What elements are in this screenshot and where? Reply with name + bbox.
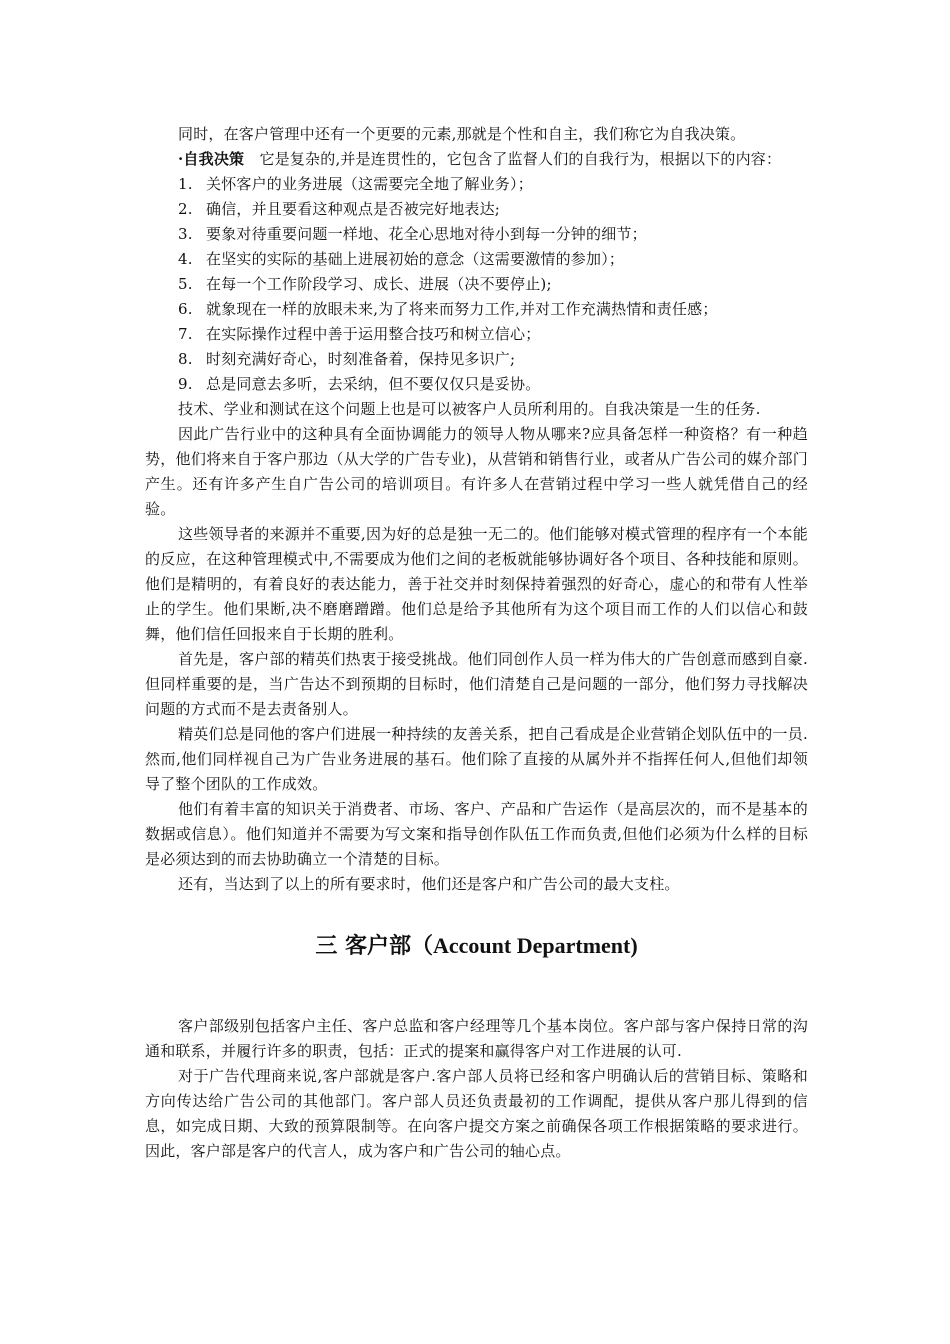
section-heading-latin: Account Department) xyxy=(433,933,638,958)
list-item xyxy=(145,272,808,297)
list-item-number: 8. xyxy=(178,350,193,368)
body-paragraph: 这些领导者的来源并不重要,因为好的总是独一无二的。他们能够对模式管理的程序有一个本能的反应，在这种管理模式中,不需要成为他们之间的老板就能够协调好各个项目、各种技能和原则。他们是精明的，有着良好的表达能力，善于社交并时刻保持着强烈的好奇心，虚心的和带有人性举止的学生。他们果断,决不磨磨蹭蹭。他们总是给予其他所有为这个项目而工作的人们以信心和鼓舞，他们信任回报来自于长期的胜利。 xyxy=(145,525,808,643)
document-page xyxy=(145,122,808,1164)
list-item-text: 在每一个工作阶段学习、成长、进展（决不要停止); xyxy=(206,275,552,293)
list-item xyxy=(145,322,808,347)
list-item-number: 2. xyxy=(178,200,193,218)
list-item xyxy=(145,197,808,222)
body-paragraph: 技术、学业和测试在这个问题上也是可以被客户人员所利用的。自我决策是一生的任务. xyxy=(178,400,761,418)
section-paragraph: 对于广告代理商来说,客户部就是客户.客户部人员将已经和客户明确认后的营销目标、策略和方向传达给广告公司的其他部门。客户部人员还负责最初的工作调配，提供从客户那儿得到的信息，如完成日期、大致的预算限制等。在向客户提交方案之前确保各项工作根据策略的要求进行。因此，客户部是客户的代言人，成为客户和广告公司的轴心点。 xyxy=(145,1067,808,1160)
section-body xyxy=(145,1014,808,1164)
list-item-text: 时刻充满好奇心，时刻准备着，保持见多识广; xyxy=(206,350,516,368)
list-item-number: 7. xyxy=(178,325,193,343)
list-item-text: 要象对待重要问题一样地、花全心思地对待小到每一分钟的细节； xyxy=(206,225,647,243)
body-paragraph: 精英们总是同他的客户们进展一种持续的友善关系，把自己看成是企业营销企划队伍中的一员.然而,他们同样视自己为广告业务进展的基石。他们除了直接的从属外并不指挥任何人,但他们却领导了整个团队的工作成效。 xyxy=(145,725,808,793)
self-decision-paragraph xyxy=(145,147,808,172)
self-decision-text: 它是复杂的,并是连贯性的，它包含了监督人们的自我行为，根据以下的内容： xyxy=(259,150,782,168)
intro-paragraph: 同时，在客户管理中还有一个更要的元素,那就是个性和自主，我们称它为自我决策。 xyxy=(178,125,746,143)
list-item-text: 关怀客户的业务进展（这需要完全地了解业务）； xyxy=(206,175,533,193)
body-paragraph: 还有，当达到了以上的所有要求时，他们还是客户和广告公司的最大支柱。 xyxy=(178,875,680,893)
body-paragraph: 因此广告行业中的这种具有全面协调能力的领导人物从哪来?应具备怎样一种资格？有一种趋势，他们将来自于客户那边（从大学的广告专业)，从营销和销售行业，或者从广告公司的媒介部门产生。还有许多产生自广告公司的培训项目。有许多人在营销过程中学习一些人就凭借自己的经验。 xyxy=(145,425,808,518)
list-item-number: 9. xyxy=(178,375,193,393)
list-item xyxy=(145,247,808,272)
list-item xyxy=(145,172,808,197)
list-item-text: 确信，并且要看这种观点是否被完好地表达; xyxy=(206,200,501,218)
self-decision-list xyxy=(145,172,808,397)
list-item xyxy=(145,297,808,322)
list-item xyxy=(145,347,808,372)
list-item-number: 6. xyxy=(178,300,193,318)
body-paragraph: 他们有着丰富的知识关于消费者、市场、客户、产品和广告运作（是高层次的，而不是基本的数据或信息）。他们知道并不需要为写文案和指导创作队伍工作而负责,但他们必须为什么样的目标是必须达到的而去协助确立一个清楚的目标。 xyxy=(145,800,808,868)
section-heading-cjk: 三 客户部（ xyxy=(315,934,433,959)
list-item-text: 就象现在一样的放眼未来,为了将来而努力工作,并对工作充满热情和责任感； xyxy=(206,300,718,318)
list-item-number: 3. xyxy=(178,225,193,243)
list-item xyxy=(145,372,808,397)
list-item xyxy=(145,222,808,247)
list-item-text: 在坚实的实际的基础上进展初始的意念（这需要激情的参加）； xyxy=(206,250,625,268)
list-item-number: 4. xyxy=(178,250,193,268)
list-item-text: 总是同意去多听，去采纳，但不要仅仅只是妥协。 xyxy=(206,375,541,393)
body-paragraph: 首先是，客户部的精英们热衷于接受挑战。他们同创作人员一样为伟大的广告创意而感到自豪.但同样重要的是，当广告达不到预期的目标时，他们清楚自己是问题的一部分，他们努力寻找解决问题的方式而不是去责备别人。 xyxy=(145,650,808,718)
list-item-text: 在实际操作过程中善于运用整合技巧和树立信心； xyxy=(206,325,541,343)
self-decision-label: ·自我决策 xyxy=(178,150,245,168)
section-heading xyxy=(145,931,808,962)
section-paragraph: 客户部级别包括客户主任、客户总监和客户经理等几个基本岗位。客户部与客户保持日常的沟通和联系，并履行许多的职责，包括：正式的提案和赢得客户对工作进展的认可. xyxy=(145,1017,808,1060)
list-item-number: 5. xyxy=(178,275,193,293)
list-item-number: 1. xyxy=(178,175,193,193)
